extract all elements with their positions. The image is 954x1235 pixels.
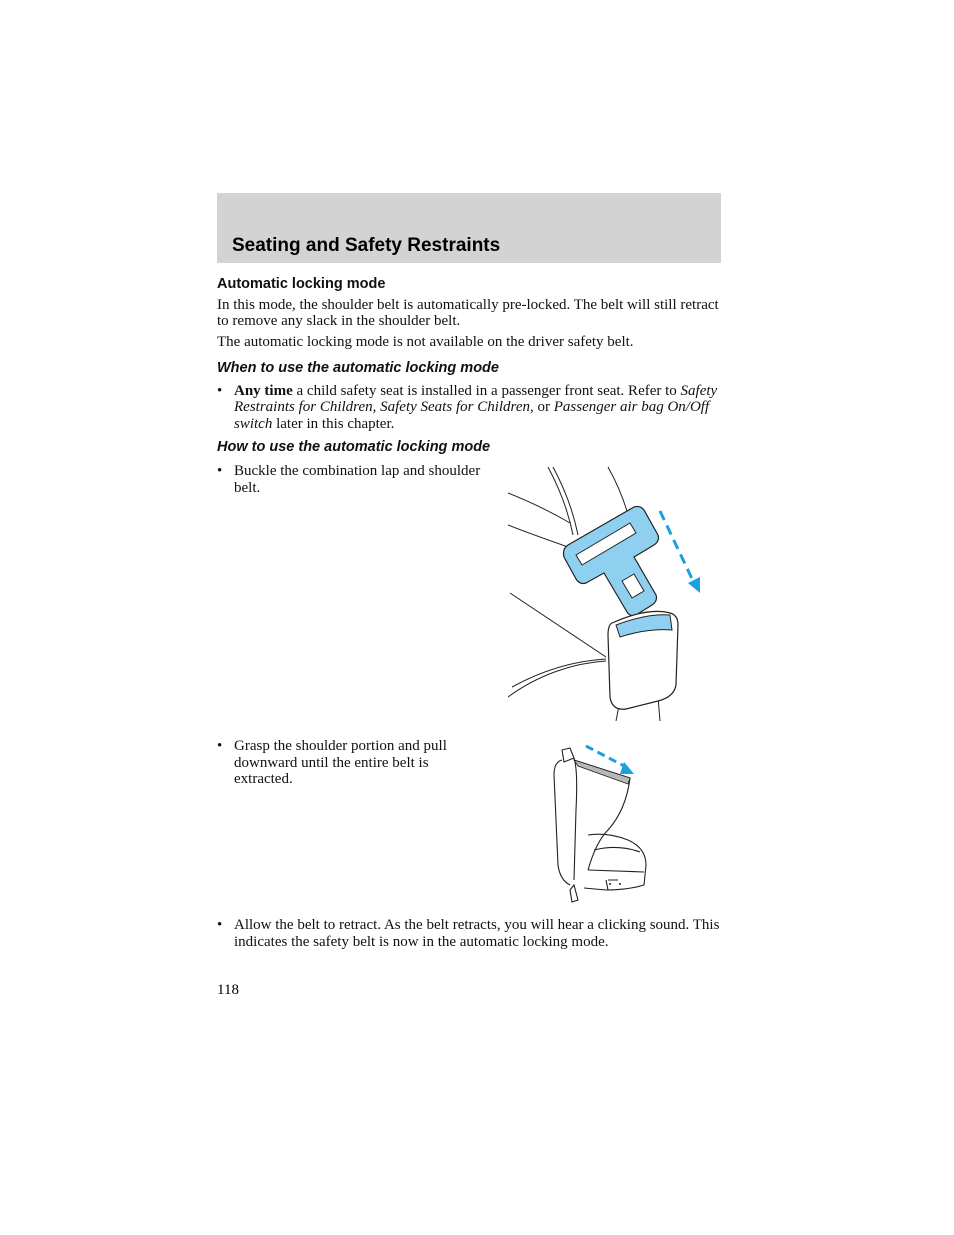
bullet-allow-retract-text: Allow the belt to retract. As the belt retracts, you will hear a clicking sound. This indicates the safety belt is now in the automatic locking mode.	[234, 917, 720, 950]
bullet-sep: , or	[529, 399, 554, 415]
seat-belt-pull-illustration	[548, 740, 653, 905]
bullet-dot: •	[217, 917, 223, 933]
bullet-allow-retract	[217, 917, 738, 950]
bullet-dot: •	[217, 382, 223, 399]
page-number: 118	[217, 982, 239, 998]
heading-how-to-use: How to use the automatic locking mode	[217, 439, 491, 455]
buckle-tongue	[564, 506, 659, 615]
paragraph-not-available-driver: The automatic locking mode is not available on the driver safety belt.	[217, 333, 634, 350]
section-header-band	[217, 193, 721, 263]
bullet-grasp-text: Grasp the shoulder portion and pull downward until the entire belt is extracted.	[234, 738, 447, 787]
bold-any-time: Any time	[234, 382, 293, 399]
ref-air-bag-switch: Passenger air bag On/Off switch	[234, 399, 710, 432]
bullet-any-time	[217, 383, 721, 433]
bullet-grasp	[217, 738, 484, 788]
bullet-text: later in this chapter.	[272, 415, 395, 432]
arrow-pull-icon	[586, 746, 628, 768]
section-title: Seating and Safety Restraints	[232, 235, 501, 256]
bullet-buckle	[217, 463, 484, 496]
bullet-buckle-text: Buckle the combination lap and shoulder belt.	[234, 463, 481, 496]
ref-safety-seats-children: Safety Seats for Children	[380, 399, 530, 415]
page-content	[217, 276, 721, 462]
ref-safety-restraints-children: Safety Restraints for Children	[234, 382, 718, 415]
bullet-dot: •	[217, 738, 223, 754]
bullet-sep: ,	[372, 399, 381, 415]
heading-automatic-locking-mode: Automatic locking mode	[217, 276, 386, 292]
buckle-illustration	[508, 465, 704, 721]
heading-when-to-use: When to use the automatic locking mode	[217, 360, 499, 376]
bullet-dot: •	[217, 463, 223, 479]
arrow-down-icon	[660, 511, 694, 583]
paragraph-prelocked: In this mode, the shoulder belt is automatically pre-locked. The belt will still retract to remove any slack in the shoulder belt.	[217, 296, 719, 329]
bullet-text: a child safety seat is installed in a passenger front seat. Refer to	[292, 382, 681, 399]
